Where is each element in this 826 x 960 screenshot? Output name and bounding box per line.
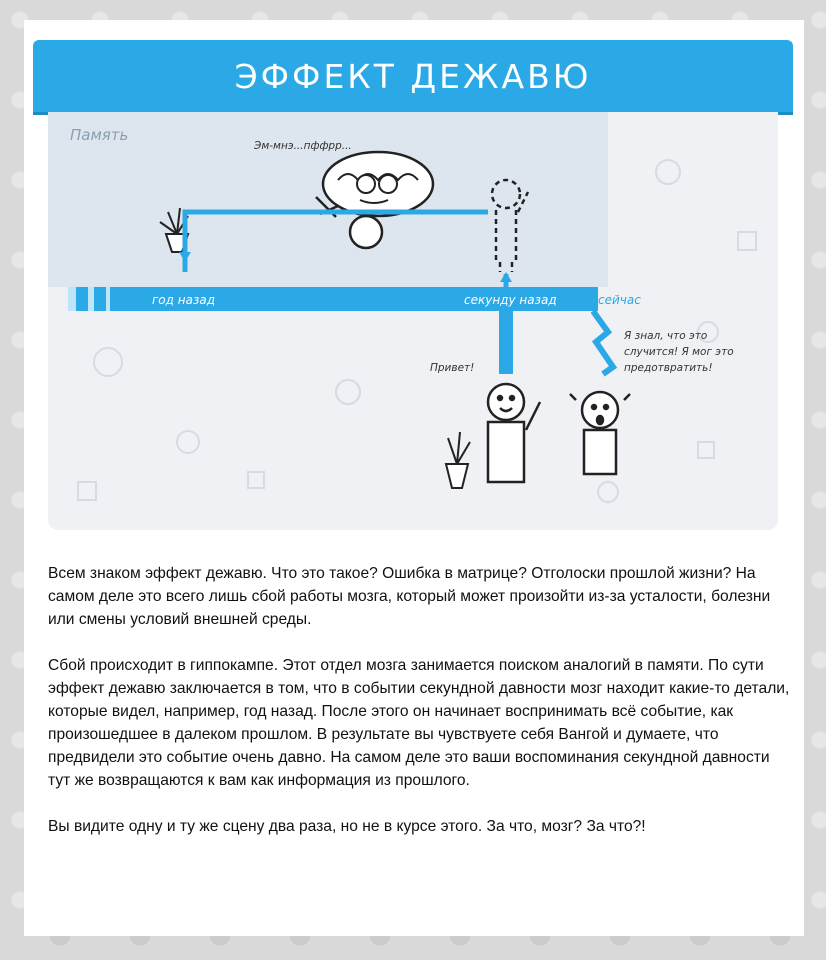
knew-speech-line: предотвратить! [624,362,713,374]
label-year-ago: год назад [152,293,215,307]
knew-speech-line: Я знал, что это [624,330,708,342]
label-second-ago: секунду назад [464,293,557,307]
illustration-drawing [48,112,778,530]
knew-speech [624,328,734,376]
deja-vu-illustration [48,112,778,530]
hello-speech: Привет! [430,362,475,374]
person-hello [488,384,540,482]
title-banner [33,40,793,112]
article-text [48,562,790,861]
memory-label: Память [70,126,129,144]
now-lightning [593,311,613,374]
person-shocked [570,392,630,474]
paragraph: Вы видите одну и ту же сцену два раза, но не в курсе этого. За что, мозг? За что?! [48,818,646,835]
paragraph: Всем знаком эффект дежавю. Что это такое? Ошибка в матрице? Отголоски прошлой жизни? На самом деле это всего лишь сбой работы мозга, который может произойти из-за усталости, болезни или смены условий внешней среды. [48,565,771,628]
label-now: сейчас [598,293,641,307]
plant-present [446,432,470,488]
brain-speech: Эм-мнэ...пффрр... [254,140,352,152]
knew-speech-line: случится! Я мог это [624,346,734,358]
page-title: ЭФФЕКТ ДЕЖАВЮ [234,56,592,96]
paragraph: Сбой происходит в гиппокампе. Этот отдел мозга занимается поиском аналогий в памяти. По сути эффект дежавю заключается в том, что в событии секундной давности мозг находит какие-то детали, которые видел, например, год назад. После этого он начинает воспринимать всё событие, как произошедшее в далеком прошлом. В результате вы чувствуете себя Вангой и думаете, что предвидели это событие очень давно. На самом деле это ваши воспоминания секундной давности тут же возвращаются к вам как информация из прошлого. [48,657,790,789]
